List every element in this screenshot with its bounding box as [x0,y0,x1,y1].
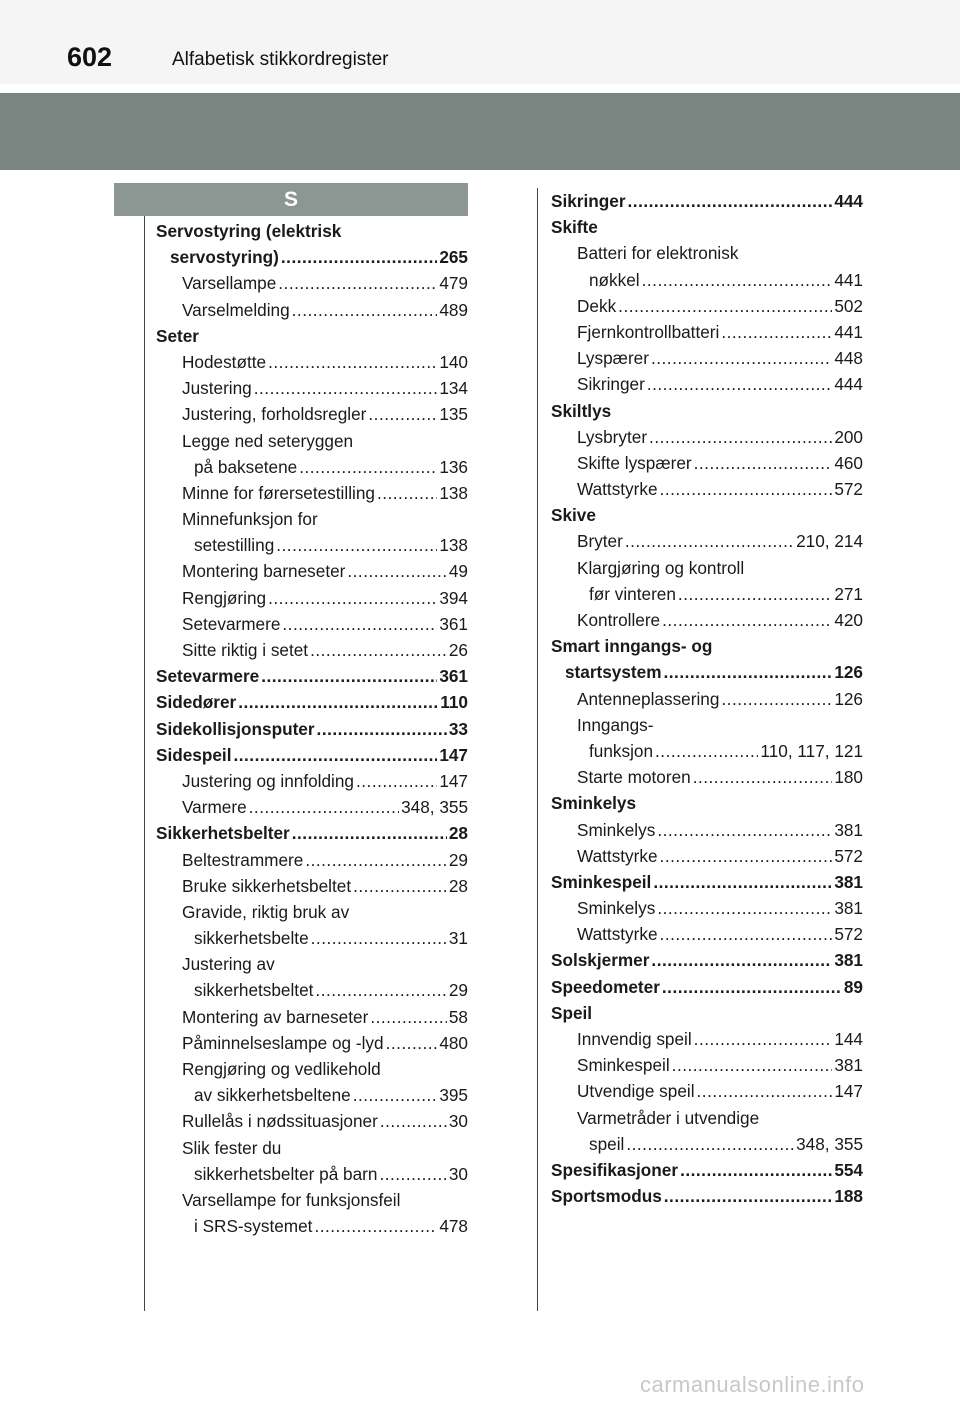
index-term: Slik fester du [182,1137,282,1158]
index-entry-sub [551,293,863,319]
dot-leader [278,270,437,296]
dot-leader [642,267,833,293]
index-term: Servostyring (elektrisk [156,221,342,241]
dot-leader [379,1161,446,1187]
index-entry-sub [156,270,468,296]
dot-leader [261,663,437,689]
index-term: Justering og innfolding [182,770,354,791]
index-entry-main [551,869,863,895]
dot-leader [356,768,437,794]
index-term: Fjernkontrollbatteri [577,321,720,342]
index-entry-sub [156,1030,468,1056]
index-term: Klargjøring og kontroll [577,557,745,578]
page-reference: 479 [439,273,468,294]
index-term: Wattstyrke [577,479,658,500]
index-entry-sub [156,1213,468,1239]
index-term: Rullelås i nødssituasjoner [182,1111,378,1132]
index-entry-sub [156,1135,468,1161]
page-reference: 444 [834,374,863,395]
dot-leader [626,1131,794,1157]
index-term: Spesifikasjoner [551,1159,679,1180]
page-reference: 30 [448,1111,468,1132]
index-term: Skiltlys [551,400,612,421]
index-entry-sub [551,817,863,843]
dot-leader [618,293,832,319]
index-term: Varmere [182,797,247,818]
index-entry-sub [551,555,863,581]
index-term: Batteri for elektronisk [577,243,739,264]
dot-leader [317,716,447,742]
index-term: Hodestøtte [182,351,267,372]
index-term: Justering [182,378,252,399]
index-entry-main [551,188,863,214]
index-term: Rengjøring [182,587,267,608]
dot-leader [282,611,437,637]
index-term: Wattstyrke [577,845,658,866]
page-reference: 265 [439,247,468,268]
index-entry-sub [551,712,863,738]
page-reference: 502 [834,295,863,316]
page-reference: 147 [834,1081,863,1102]
index-entry-main [156,323,468,349]
dot-leader [347,558,447,584]
index-entry-sub [551,1052,863,1078]
index-term: Beltestrammere [182,849,304,870]
index-entry-sub [156,401,468,427]
index-term: Påminnelseslampe og -lyd [182,1032,384,1053]
page-header [0,0,960,84]
page-reference: 58 [448,1006,468,1027]
dot-leader [281,244,437,270]
index-entry-sub [551,1026,863,1052]
index-entry-sub [551,764,863,790]
page-reference: 89 [843,976,863,997]
index-term: Bruke sikkerhetsbeltet [182,875,352,896]
index-entry-sub [551,1131,863,1157]
dot-leader [694,1026,833,1052]
page-reference: 200 [834,426,863,447]
index-term: Sikringer [551,191,626,211]
index-term: Sidekollisjonsputer [156,718,315,739]
index-term: Dekk [577,295,617,316]
index-entry-main [551,947,863,973]
dot-leader [721,319,832,345]
index-term: på baksetene [194,456,298,477]
index-term: i SRS-systemet [194,1216,313,1237]
page-reference: 28 [448,823,468,844]
page-reference: 26 [448,640,468,660]
dot-leader [651,345,832,371]
index-entry-sub [156,1161,468,1187]
page-reference: 441 [834,321,863,342]
dot-leader [311,925,447,951]
dot-leader [657,895,832,921]
dot-leader [315,977,446,1003]
index-entry-sub [551,607,863,633]
page-reference: 31 [448,928,468,949]
page-reference: 210, 214 [796,531,863,552]
dot-leader [292,297,438,323]
dot-leader [664,659,833,685]
index-entry-main [156,218,468,244]
dot-leader [653,869,832,895]
index-entry-sub [156,847,468,873]
page-reference: 147 [439,744,468,765]
dot-leader [368,401,437,427]
page-reference: 134 [439,378,468,399]
index-term: Sminkelys [551,793,637,814]
index-term: Smart inngangs- og [551,636,713,657]
dot-leader [386,1030,438,1056]
index-entry-sub [156,428,468,454]
index-entry-sub [551,843,863,869]
index-entry-sub [156,349,468,375]
page-reference: 30 [448,1163,468,1184]
page-reference: 147 [439,770,468,791]
page-reference: 180 [834,767,863,788]
page-reference: 489 [439,299,468,320]
index-entry-sub [156,873,468,899]
index-entry-sub [156,1056,468,1082]
index-entry-main [551,214,863,240]
index-term: Sikringer [577,374,645,395]
index-entry-main [156,742,468,768]
page-reference: 572 [834,845,863,866]
index-entry-sub [156,297,468,323]
page-reference: 480 [439,1032,468,1053]
page-reference: 138 [439,482,468,503]
index-column-right [551,188,863,1209]
dot-leader [672,1052,833,1078]
index-entry-sub [551,1105,863,1131]
page-reference: 110, 117, 121 [760,740,863,761]
index-entry-sub [156,558,468,584]
index-term: Skifte [551,217,598,238]
page-reference: 361 [439,613,468,634]
page-reference: 138 [439,535,468,556]
index-term: sikkerhetsbelter på barn [194,1163,378,1184]
index-entry-sub [156,454,468,480]
index-entry-sub [156,585,468,611]
page-reference: 441 [834,269,863,290]
index-term: Kontrollere [577,610,661,630]
index-term: Utvendige speil [577,1081,695,1102]
index-entry-main [156,244,468,270]
page-reference: 271 [834,583,863,604]
dot-leader [694,450,833,476]
index-term: Legge ned seteryggen [182,430,354,451]
index-term: Gravide, riktig bruk av [182,901,350,922]
page-reference: 554 [834,1159,863,1180]
index-entry-sub [551,345,863,371]
page-reference: 135 [439,404,468,425]
page-reference: 126 [834,688,863,709]
page-reference: 29 [448,849,468,870]
page-reference: 110 [440,692,468,713]
index-term: Varselmelding [182,299,290,320]
index-term: sikkerhetsbeltet [194,980,314,1001]
index-term: før vinteren [589,583,676,604]
dot-leader [305,847,447,873]
column-rule-left [144,216,145,1311]
index-term: Starte motoren [577,767,691,788]
dot-leader [353,873,447,899]
dot-leader [310,637,447,663]
dot-leader [625,528,794,554]
index-term: Innvendig speil [577,1029,692,1049]
dot-leader [680,1157,832,1183]
page-reference: 140 [439,351,468,372]
watermark-text: carmanualsonline.info [640,1372,865,1397]
dot-leader [697,1078,833,1104]
page-number: 602 [67,42,113,72]
index-term: Solskjermer [551,950,650,971]
index-entry-sub [156,977,468,1003]
index-term: Sidedører [156,692,237,713]
dot-leader [660,843,833,869]
dot-leader [628,188,833,214]
page-reference: 126 [834,662,863,683]
index-entry-sub [156,1082,468,1108]
index-term: Sminkelys [577,898,656,919]
dot-leader [721,686,832,712]
index-entry-sub [156,375,468,401]
index-term: funksjon [589,740,654,761]
dot-leader [660,476,833,502]
index-term: Sminkelys [577,819,656,840]
index-entry-main [551,974,863,1000]
dot-leader [657,817,832,843]
dot-leader [292,820,447,846]
index-term: Minne for førersetestilling [182,482,375,503]
index-entry-sub [551,738,863,764]
page-reference: 572 [834,479,863,500]
index-term: startsystem [565,662,662,683]
index-entry-sub [551,240,863,266]
index-entry-sub [551,424,863,450]
dot-leader [655,738,758,764]
column-rule-middle [537,188,538,1311]
index-entry-sub [551,528,863,554]
index-term: Bryter [577,531,623,552]
index-entry-main [551,398,863,424]
index-entry-sub [156,611,468,637]
page-reference: 136 [439,456,468,477]
index-term: sikkerhetsbelte [194,928,309,949]
dot-leader [233,742,437,768]
index-term: Sminkespeil [577,1055,670,1076]
page-reference: 29 [448,980,468,1001]
index-term: Seter [156,325,199,346]
dot-leader [662,607,832,633]
dot-leader [353,1082,438,1108]
dot-leader [380,1108,447,1134]
index-entry-main [156,663,468,689]
page-reference: 478 [439,1216,468,1237]
dot-leader [314,1213,437,1239]
index-letter-tab: S [114,183,468,216]
dot-leader [268,349,437,375]
index-term: Montering barneseter [182,561,346,582]
index-column-left [156,218,468,1239]
index-entry-sub [551,450,863,476]
index-term: Speil [551,1002,593,1023]
index-term: Skive [551,505,596,526]
page-reference: 381 [834,819,863,840]
index-term: Setevarmere [182,613,281,634]
index-term: Wattstyrke [577,924,658,945]
index-term: Varsellampe [182,273,277,294]
section-banner [0,93,960,170]
index-entry-sub [156,532,468,558]
index-entry-main [551,502,863,528]
dot-leader [693,764,833,790]
dot-leader [370,1004,447,1030]
index-term: speil [589,1133,625,1154]
page-reference: 381 [834,1055,863,1076]
index-term: Skifte lyspærer [577,452,692,473]
index-entry-main [551,790,863,816]
dot-leader [678,581,832,607]
page-reference: 395 [439,1085,468,1106]
index-entry-sub [551,1078,863,1104]
page-reference: 28 [448,875,468,896]
index-term: Lyspærer [577,348,649,369]
index-entry-sub [156,1108,468,1134]
page-reference: 381 [834,950,863,971]
index-entry-sub [551,476,863,502]
dot-leader [276,532,437,558]
dot-leader [664,1183,833,1209]
index-entry-sub [551,319,863,345]
index-entry-sub [156,1004,468,1030]
page-reference: 348, 355 [401,797,468,818]
index-term: Setevarmere [156,666,260,687]
page-title: Alfabetisk stikkordregister [172,49,389,70]
index-entry-main [156,820,468,846]
index-term: Varsellampe for funksjonsfeil [182,1189,401,1210]
index-term: Sikkerhetsbelter [156,823,290,844]
index-term: Justering, forholdsregler [182,404,367,425]
index-term: Sportsmodus [551,1186,662,1207]
dot-leader [649,424,832,450]
index-entry-sub [156,951,468,977]
index-entry-main [551,633,863,659]
page-reference: 381 [834,871,863,892]
index-term: setestilling [194,535,275,556]
page-reference: 144 [834,1029,863,1049]
page-reference: 420 [834,610,863,630]
page-reference: 361 [439,666,468,687]
dot-leader [647,371,832,397]
dot-leader [254,375,438,401]
index-entry-main [551,1183,863,1209]
index-term: Rengjøring og vedlikehold [182,1059,381,1079]
index-term: Minnefunksjon for [182,509,318,530]
index-entry-main [551,1157,863,1183]
index-term: Lysbryter [577,426,648,447]
index-entry-sub [156,1187,468,1213]
index-entry-sub [551,686,863,712]
index-entry-main [551,1000,863,1026]
page-reference: 49 [448,561,468,582]
index-entry-main [156,716,468,742]
index-entry-sub [156,794,468,820]
index-entry-sub [156,768,468,794]
dot-leader [651,947,832,973]
index-entry-sub [551,267,863,293]
page-reference: 448 [834,348,863,369]
index-entry-sub [551,581,863,607]
dot-leader [662,974,842,1000]
page-reference: 348, 355 [796,1133,863,1154]
index-term: Antenneplassering [577,688,720,709]
index-entry-sub [551,921,863,947]
index-entry-sub [156,899,468,925]
page-reference: 381 [834,898,863,919]
page-reference: 444 [834,191,863,211]
dot-leader [238,689,438,715]
index-term: Sminkespeil [551,871,652,892]
index-entry-main [156,689,468,715]
index-entry-sub [156,637,468,663]
index-term: Sidespeil [156,744,232,765]
index-term: nøkkel [589,269,640,290]
index-term: Speedometer [551,976,660,997]
page-reference: 188 [834,1186,863,1207]
page-reference: 572 [834,924,863,945]
index-term: Inngangs- [577,714,654,735]
index-term: servostyring) [170,247,279,268]
page-reference: 394 [439,587,468,608]
dot-leader [268,585,437,611]
dot-leader [377,480,437,506]
page-reference: 460 [834,452,863,473]
index-term: av sikkerhetsbeltene [194,1085,351,1106]
index-entry-sub [156,925,468,951]
index-entry-sub [551,371,863,397]
page-reference: 33 [448,718,468,739]
index-entry-sub [156,480,468,506]
dot-leader [249,794,399,820]
index-entry-main [551,659,863,685]
dot-leader [299,454,437,480]
index-entry-sub [551,895,863,921]
index-term: Sitte riktig i setet [182,640,309,660]
index-term: Justering av [182,954,275,975]
index-entry-sub [156,506,468,532]
dot-leader [660,921,833,947]
index-term: Montering av barneseter [182,1006,369,1027]
index-term: Varmetråder i utvendige [577,1107,760,1128]
